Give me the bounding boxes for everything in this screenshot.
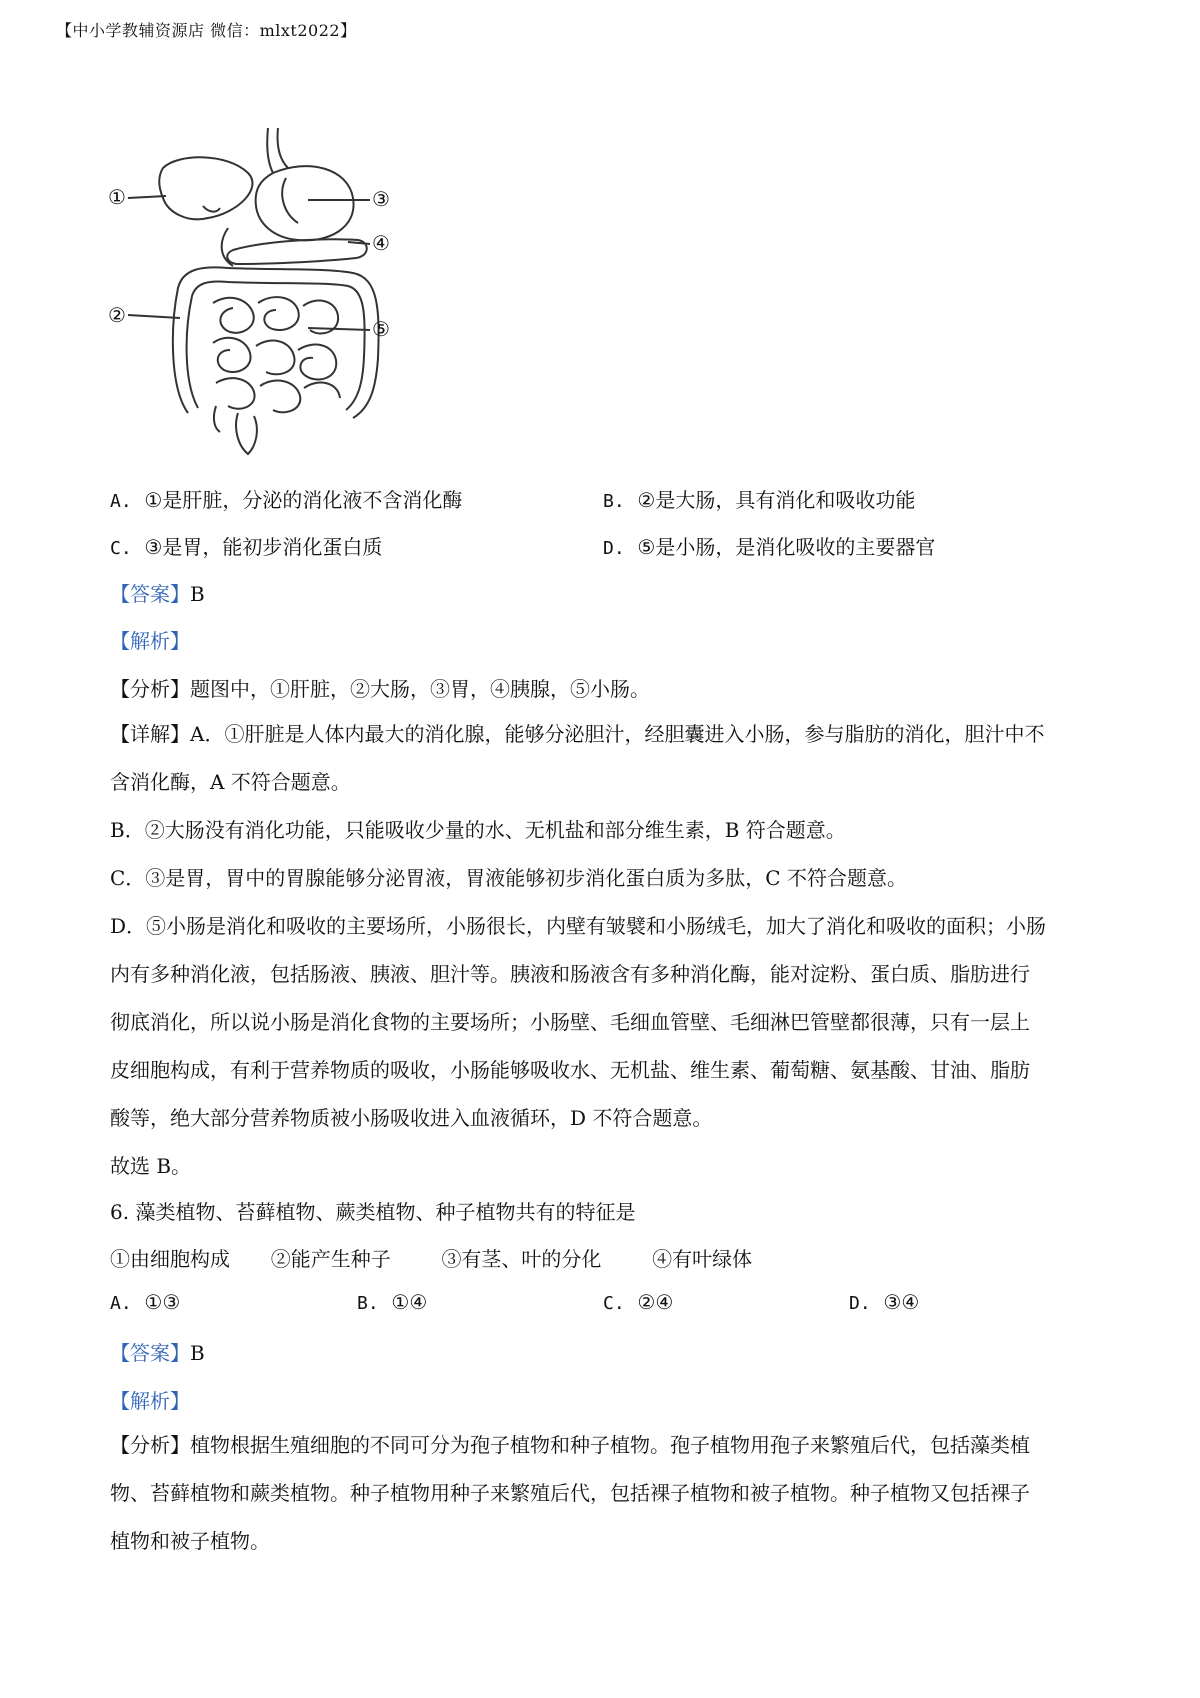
q6-stem: 6. 藻类植物、苔藓植物、蕨类植物、种子植物共有的特征是 [110,1200,636,1224]
label-5: ⑤ [372,317,390,341]
q6-option-b: B. ①④ [357,1290,428,1314]
q6-analysis-heading: 【解析】 [110,1389,190,1413]
label-4: ④ [372,231,390,255]
q5-option-a: A. ①是肝脏，分泌的消化液不含消化酶 [110,488,463,512]
digestive-system-diagram [108,128,428,458]
q5-option-b: B. ②是大肠，具有消化和吸收功能 [603,488,916,512]
q5-answer: 【答案】B [110,582,205,606]
q5-option-d: D. ⑤是小肠，是消化吸收的主要器官 [603,535,936,559]
q6-answer: 【答案】B [110,1341,205,1365]
q6-option-a: A. ①③ [110,1290,181,1314]
q5-option-c: C. ③是胃，能初步消化蛋白质 [110,535,383,559]
page-header-watermark: 【中小学教辅资源店 微信：mlxt2022】 [56,21,357,40]
q5-xiangjie: 【详解】A．①肝脏是人体内最大的消化腺，能够分泌胆汁，经胆囊进入小肠，参与脂肪的消化，胆汁中不 含消化酶，A 不符合题意。 B．②大肠没有消化功能，只能吸收少量的水、无机盐和部分维生素，B 符合题意。 C．③是胃，胃中的胃腺能够分泌胃液，胃液能够初步消化蛋白质为多肽，C 不符合题意。 D．⑤小肠是消化和吸收的主要场所，小肠很长，内壁有皱襞和小肠绒毛，加大了消化和吸收的面积；小肠 内有多种消化液，包括肠液、胰液、胆汁等。胰液和肠液含有多种消化酶，能对淀粉、蛋白质、脂肪进行 彻底消化，所以说小肠是消化食物的主要场所；小肠壁、毛细血管壁、毛细淋巴管壁都很薄，只有一层上 皮细胞构成，有利于营养物质的吸收，小肠能够吸收水、无机盐、维生素、葡萄糖、氨基酸、甘油、脂肪 酸等，绝大部分营养物质被小肠吸收进入血液循环，D 不符合题意。 故选 B。 [110,722,1047,1178]
q6-fenxi: 【分析】植物根据生殖细胞的不同可分为孢子植物和种子植物。孢子植物用孢子来繁殖后代，包括藻类植 物、苔藓植物和蕨类植物。种子植物用种子来繁殖后代，包括裸子植物和被子植物。种子植物又包括裸子 植物和被子植物。 [110,1433,1030,1553]
q6-option-c: C. ②④ [603,1290,674,1314]
q5-analysis-heading: 【解析】 [110,629,190,653]
label-1: ① [108,185,126,209]
q5-fenxi: 【分析】题图中，①肝脏，②大肠，③胃，④胰腺，⑤小肠。 [110,677,650,701]
label-3: ③ [372,187,390,211]
q6-option-d: D. ③④ [849,1290,920,1314]
q6-items: ①由细胞构成 ②能产生种子 ③有茎、叶的分化 ④有叶绿体 [110,1247,753,1271]
label-2: ② [108,303,126,327]
